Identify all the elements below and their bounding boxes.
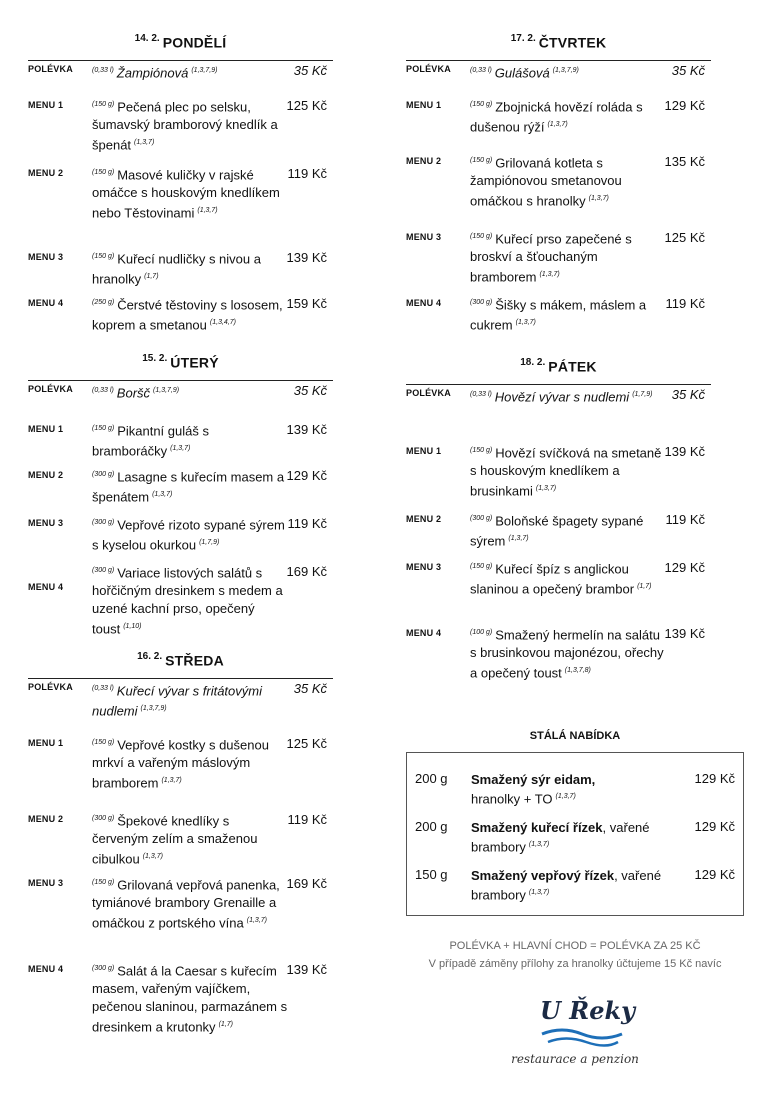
allergens: (1,3,7,9) — [153, 387, 180, 394]
dish-price: 125 Kč — [664, 230, 705, 245]
day-header — [406, 354, 711, 385]
dish-description — [470, 510, 666, 551]
fixed-side: hranolky + TO — [471, 791, 553, 807]
allergens: (1,3,7) — [508, 535, 529, 543]
allergens: (1,7) — [637, 583, 652, 591]
day-friday — [406, 354, 711, 694]
portion-size: (0,33 l) — [92, 685, 114, 692]
dish-description — [92, 734, 288, 793]
row-label: POLÉVKA — [28, 682, 73, 692]
portion-size: (300 g) — [92, 471, 115, 478]
row-label: MENU 1 — [28, 424, 64, 434]
day-name: ČTVRTEK — [538, 34, 607, 51]
row-label: MENU 3 — [406, 232, 442, 242]
dish-price: 159 Kč — [286, 296, 327, 311]
allergens: (1,7) — [144, 273, 159, 281]
row-label: MENU 4 — [28, 582, 64, 592]
soup-combo-note: POLÉVKA + HLAVNÍ CHOD = POLÉVKA ZA 25 KČ — [449, 940, 701, 952]
fixed-name: Smažený sýr eidam, — [471, 772, 596, 787]
row-label: POLÉVKA — [28, 64, 73, 74]
dish-text: Pečená plec po selsku, šumavský bramborový knedlík a špenát — [92, 99, 278, 153]
dish-description — [470, 558, 666, 599]
dish-description — [92, 164, 288, 223]
fixed-side: , vařené brambory — [471, 820, 650, 855]
dish-price: 125 Kč — [286, 736, 327, 751]
dish-description — [92, 62, 288, 82]
day-date: 18. 2. — [520, 357, 546, 368]
day-name: STŘEDA — [165, 652, 224, 669]
dish-price: 119 Kč — [287, 166, 327, 181]
dish-description — [92, 810, 288, 869]
dish-text: Kuřecí nudličky s nivou a hranolky — [92, 251, 261, 287]
dish-price: 35 Kč — [293, 383, 327, 398]
row-label: MENU 4 — [28, 964, 64, 974]
logo-name: U Řeky — [540, 996, 636, 1025]
allergens: (1,3,7) — [152, 491, 173, 499]
dish-description — [92, 466, 288, 507]
fixed-weight: 200 g — [415, 819, 448, 834]
dish-text: Grilovaná kotleta s žampiónovou smetanovou omáčkou s hranolky — [470, 155, 622, 209]
portion-size: (150 g) — [92, 739, 115, 746]
portion-size: (300 g) — [470, 515, 493, 522]
dish-text: Šišky s mákem, máslem a cukrem — [470, 297, 647, 333]
allergens: (1,3,7) — [528, 889, 550, 896]
allergens: (1,3,4,7) — [209, 319, 236, 327]
dish-text: Zbojnická hovězí roláda s dušenou rýží — [470, 99, 643, 135]
row-label: MENU 4 — [406, 298, 442, 308]
portion-size: (150 g) — [470, 101, 493, 108]
dish-text: Smažený hermelín na salátu s brusinkovou majonézou, ořechy a opečený toust — [470, 627, 664, 681]
fixed-price: 129 Kč — [694, 771, 735, 786]
dish-text: Vepřové rizoto sypané sýrem s kyselou okurkou — [92, 517, 285, 553]
portion-size: (150 g) — [470, 563, 493, 570]
portion-size: (150 g) — [470, 157, 493, 164]
dish-price: 169 Kč — [286, 876, 327, 891]
portion-size: (150 g) — [470, 447, 493, 454]
portion-size: (0,33 l) — [470, 67, 492, 74]
dish-price: 125 Kč — [286, 98, 327, 113]
fixed-side: , vařené brambory — [471, 868, 662, 903]
day-thursday — [406, 30, 711, 354]
right-column — [406, 30, 711, 694]
dish-text: Kuřecí prso zapečené s broskví a šťouchaným bramborem — [470, 231, 632, 285]
allergens: (1,3,7,8) — [564, 667, 591, 675]
row-label: MENU 2 — [406, 156, 442, 166]
dish-text: Salát á la Caesar s kuřecím masem, vařeným vajíčkem, pečenou slaninou, parmazánem s dresinkem a krutonky — [92, 963, 288, 1035]
dish-price: 139 Kč — [664, 444, 705, 459]
day-header — [28, 30, 333, 61]
day-wednesday — [28, 648, 333, 1068]
dish-description — [92, 96, 288, 155]
dish-text: Vepřové kostky s dušenou mrkví a vařeným máslovým bramborem — [92, 737, 269, 791]
dish-description — [470, 62, 666, 82]
dish-price: 139 Kč — [664, 626, 705, 641]
dish-text: Hovězí svíčková na smetaně s houskovým knedlíkem a brusinkami — [470, 445, 662, 499]
allergens: (1,3,7) — [555, 793, 576, 800]
fixed-weight: 150 g — [415, 867, 448, 882]
portion-size: (0,33 l) — [92, 67, 114, 74]
fixed-name: Smažený kuřecí řízek — [471, 820, 603, 835]
dish-description — [92, 420, 288, 461]
dish-text: Boršč — [116, 385, 151, 401]
dish-text: Žampiónová — [116, 65, 189, 81]
day-header — [28, 648, 333, 679]
fixed-price: 129 Kč — [694, 867, 735, 882]
day-date: 16. 2. — [137, 651, 163, 662]
dish-text: Špekové knedlíky s červeným zelím a smaženou cibulkou — [92, 813, 258, 867]
dish-description — [92, 960, 288, 1037]
dish-text: Pikantní guláš s bramboráčky — [92, 423, 209, 459]
fixed-offer-box — [406, 752, 744, 916]
portion-size: (150 g) — [92, 253, 115, 260]
dish-price: 139 Kč — [286, 962, 327, 977]
row-label: MENU 2 — [28, 168, 64, 178]
portion-size: (300 g) — [92, 567, 115, 574]
dish-description — [92, 248, 288, 289]
day-monday — [28, 30, 333, 350]
day-name: PONDĚLÍ — [162, 34, 227, 51]
dish-price: 35 Kč — [671, 387, 705, 402]
row-label: MENU 2 — [28, 470, 64, 480]
allergens: (1,3,7) — [246, 917, 267, 925]
dish-text: Hovězí vývar s nudlemi — [494, 389, 630, 405]
allergens: (1,3,7) — [197, 207, 218, 215]
portion-size: (150 g) — [92, 879, 115, 886]
dish-description — [470, 386, 666, 406]
allergens: (1,3,7) — [535, 485, 557, 493]
dish-description — [470, 96, 666, 137]
dish-description — [470, 442, 666, 501]
dish-description — [92, 680, 288, 721]
dish-description — [470, 624, 666, 683]
row-label: POLÉVKA — [406, 388, 451, 398]
portion-size: (0,33 l) — [470, 391, 492, 398]
fixed-name: Smažený vepřový řízek — [471, 868, 615, 883]
fixed-weight: 200 g — [415, 771, 448, 786]
allergens: (1,3,7) — [539, 271, 560, 279]
row-label: MENU 2 — [406, 514, 442, 524]
row-label: POLÉVKA — [28, 384, 73, 394]
portion-size: (300 g) — [92, 815, 115, 822]
dish-text: Kuřecí špíz s anglickou slaninou a opečený brambor — [470, 561, 635, 597]
dish-price: 129 Kč — [286, 468, 327, 483]
portion-size: (100 g) — [470, 629, 493, 636]
portion-size: (300 g) — [470, 299, 493, 306]
allergens: (1,3,7) — [528, 841, 550, 848]
dish-price: 119 Kč — [665, 512, 705, 527]
portion-size: (0,33 l) — [92, 387, 114, 394]
row-label: MENU 4 — [28, 298, 64, 308]
dish-description — [92, 874, 288, 933]
dish-description — [470, 228, 666, 287]
dish-price: 129 Kč — [664, 560, 705, 575]
allergens: (1,3,7) — [547, 121, 568, 129]
row-label: MENU 1 — [28, 738, 64, 748]
logo-subtitle: restaurace a penzion — [511, 1052, 639, 1066]
restaurant-logo — [500, 996, 650, 1076]
dish-text: Grilovaná vepřová panenka, tymiánové brambory Grenaille a omáčkou z portského vína — [92, 877, 280, 931]
dish-description — [470, 152, 666, 211]
allergens: (1,10) — [123, 623, 142, 631]
dish-price: 119 Kč — [287, 812, 327, 827]
portion-size: (150 g) — [92, 169, 115, 176]
portion-size: (150 g) — [92, 425, 115, 432]
portion-size: (250 g) — [92, 299, 115, 306]
row-label: POLÉVKA — [406, 64, 451, 74]
row-label: MENU 3 — [28, 252, 64, 262]
portion-size: (300 g) — [92, 965, 115, 972]
allergens: (1,3,7,9) — [191, 67, 218, 74]
day-name: PÁTEK — [548, 358, 597, 375]
allergens: (1,3,7) — [588, 195, 609, 203]
day-tuesday — [28, 350, 333, 648]
allergens: (1,3,7) — [134, 139, 155, 147]
allergens: (1,7,9) — [199, 539, 220, 547]
row-label: MENU 4 — [406, 628, 442, 638]
dish-price: 139 Kč — [286, 422, 327, 437]
dish-description — [92, 294, 288, 335]
dish-text: Boloňské špagety sypané sýrem — [470, 513, 644, 549]
allergens: (1,3,7,9) — [552, 67, 579, 74]
dish-price: 139 Kč — [286, 250, 327, 265]
day-header — [406, 30, 711, 61]
dish-description — [92, 562, 288, 639]
portion-size: (150 g) — [470, 233, 493, 240]
day-date: 17. 2. — [510, 33, 536, 44]
row-label: MENU 3 — [28, 518, 64, 528]
dish-text: Masové kuličky v rajské omáčce s houskovým knedlíkem nebo Těstovinami — [92, 167, 280, 221]
row-label: MENU 1 — [406, 446, 442, 456]
dish-price: 35 Kč — [293, 63, 327, 78]
dish-price: 135 Kč — [664, 154, 705, 169]
day-date: 14. 2. — [134, 33, 160, 44]
dish-text: Kuřecí vývar s fritátovými nudlemi — [92, 683, 262, 719]
fixed-offer-title: STÁLÁ NABÍDKA — [529, 730, 621, 742]
day-name: ÚTERÝ — [170, 354, 219, 371]
allergens: (1,3,7) — [515, 319, 536, 327]
left-column — [28, 30, 333, 1068]
portion-size: (150 g) — [92, 101, 115, 108]
dish-text: Lasagne s kuřecím masem a špenátem — [92, 469, 285, 505]
side-swap-note: V případě záměny přílohy za hranolky účtujeme 15 Kč navíc — [428, 958, 722, 970]
row-label: MENU 1 — [28, 100, 64, 110]
allergens: (1,3,7) — [161, 777, 182, 785]
dish-price: 119 Kč — [287, 516, 327, 531]
day-date: 15. 2. — [142, 353, 168, 364]
dish-text: Variace listových salátů s hořčičným dresinkem s medem a uzené kachní prso, opečený toust — [92, 565, 283, 637]
allergens: (1,3,7,9) — [140, 705, 167, 713]
fixed-offer — [406, 730, 744, 916]
portion-size: (300 g) — [92, 519, 115, 526]
day-header — [28, 350, 333, 381]
row-label: MENU 1 — [406, 100, 442, 110]
allergens: (1,3,7) — [170, 445, 191, 453]
dish-description — [92, 514, 288, 555]
dish-text: Čerstvé těstoviny s lososem, koprem a smetanou — [92, 297, 283, 333]
allergens: (1,7) — [218, 1021, 233, 1029]
wave-icon — [500, 1024, 650, 1054]
dish-text: Gulášová — [494, 65, 550, 81]
dish-price: 35 Kč — [293, 681, 327, 696]
allergens: (1,3,7) — [142, 853, 163, 861]
row-label: MENU 3 — [406, 562, 442, 572]
dish-description — [470, 294, 666, 335]
dish-description — [92, 382, 288, 402]
dish-price: 35 Kč — [671, 63, 705, 78]
dish-price: 119 Kč — [665, 296, 705, 311]
row-label: MENU 2 — [28, 814, 64, 824]
fixed-price: 129 Kč — [694, 819, 735, 834]
allergens: (1,7,9) — [632, 391, 653, 398]
row-label: MENU 3 — [28, 878, 64, 888]
dish-price: 129 Kč — [664, 98, 705, 113]
dish-price: 169 Kč — [286, 564, 327, 579]
